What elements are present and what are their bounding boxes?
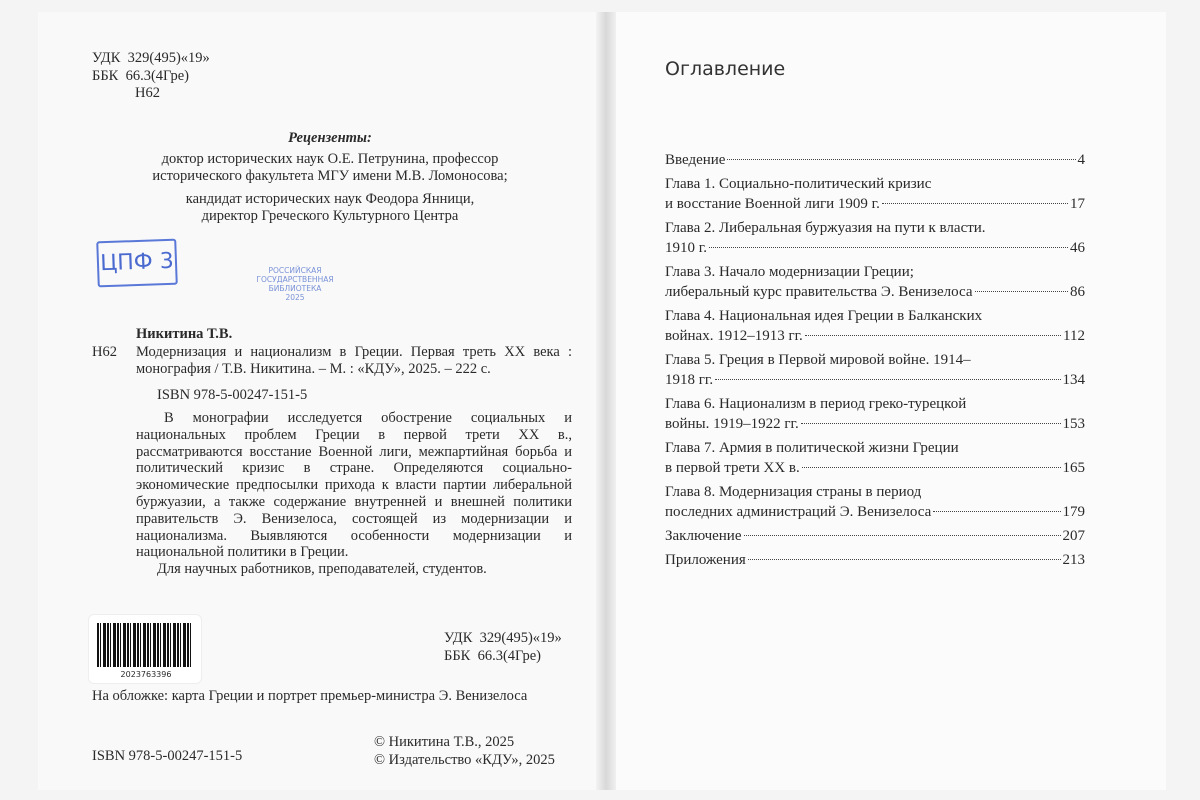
toc-entry: [665, 174, 1085, 214]
toc-entry: [665, 438, 1085, 478]
classification-top: [92, 50, 210, 103]
toc-page-number: 165: [1062, 460, 1085, 476]
toc-entry: [665, 482, 1085, 522]
toc-entry: [665, 218, 1085, 258]
toc-page-number: 4: [1077, 152, 1085, 168]
toc-page-number: 179: [1062, 504, 1085, 520]
toc-page-number: 134: [1062, 372, 1085, 388]
reviewers: [110, 130, 550, 226]
barcode-number: 2023763396: [120, 670, 172, 679]
toc-entry-title: Глава 7. Армия в политической жизни Греции: [665, 440, 959, 456]
toc-page-number: 46: [1070, 240, 1085, 256]
toc-entry-title: либеральный курс правительства Э. Венизелоса: [665, 284, 973, 300]
dot-leader: [727, 159, 1075, 160]
toc-entry-title: Глава 3. Начало модернизации Греции;: [665, 264, 914, 280]
toc-entry-title: Глава 4. Национальная идея Греции в Балканских: [665, 308, 983, 324]
dot-leader: [975, 291, 1069, 292]
toc-entry-title: Глава 6. Национализм в период греко-турецкой: [665, 396, 967, 412]
toc-entry-title: и восстание Военной лиги 1909 г.: [665, 196, 880, 212]
toc-entry-title: Заключение: [665, 528, 742, 544]
cover-note: На обложке: карта Греции и портрет премьер-министра Э. Венизелоса: [92, 688, 528, 704]
bbk-code: 66.3(4Гре): [125, 67, 190, 84]
toc-page-number: 207: [1062, 528, 1085, 544]
catalog-entry: [92, 326, 572, 579]
toc-page-number: 112: [1063, 328, 1085, 344]
toc-entry: [665, 306, 1085, 346]
toc-page-number: 17: [1070, 196, 1085, 212]
toc-entry-title: последних администраций Э. Венизелоса: [665, 504, 932, 520]
entry-description: Модернизация и национализм в Греции. Первая треть XX века : монография / Т.В. Никитина. – М. : «КДУ», 2025. – 222 с.: [136, 343, 572, 377]
udk-code: 329(495)«19»: [127, 50, 210, 66]
toc-entry-title: в первой трети XX в.: [665, 460, 800, 476]
toc-entry-title: 1918 гг.: [665, 372, 714, 388]
toc-entry-title: 1910 г.: [665, 240, 707, 256]
toc-entry-title: войнах. 1912–1913 гг.: [665, 328, 803, 344]
dot-leader: [744, 535, 1061, 536]
dot-leader: [801, 423, 1061, 424]
table-of-contents: [665, 150, 1085, 574]
audience: Для научных работников, преподавателей, студентов.: [157, 561, 487, 578]
toc-entry-title: Глава 1. Социально-политический кризис: [665, 176, 932, 192]
classification-bottom: УДК 329(495)«19» ББК 66.3(4Гре): [444, 630, 562, 664]
dot-leader: [933, 511, 1060, 512]
copyright: © Никитина Т.В., 2025 © Издательство «КДУ», 2025: [374, 734, 555, 768]
toc-entry: [665, 262, 1085, 302]
toc-title: Оглавление: [665, 58, 786, 80]
reviewer-2-affiliation: директор Греческого Культурного Центра: [201, 208, 459, 224]
library-code-stamp: ЦПФ 3: [96, 239, 178, 288]
isbn-bottom: ISBN 978-5-00247-151-5: [92, 748, 243, 764]
toc-entry: [665, 526, 1085, 546]
toc-entry-title: Глава 2. Либеральная буржуазия на пути к власти.: [665, 220, 986, 236]
entry-mark: Н62: [92, 344, 117, 360]
toc-entry: [665, 350, 1085, 390]
toc-entry-title: Глава 8. Модернизация страны в период: [665, 484, 922, 500]
reviewers-heading: Рецензенты:: [288, 130, 372, 146]
library-stamp: РОССИЙСКАЯ ГОСУДАРСТВЕННАЯ БИБЛИОТЕКА 2025: [256, 266, 334, 302]
book-gutter: [596, 12, 616, 790]
entry-isbn: ISBN 978-5-00247-151-5: [157, 386, 308, 403]
dot-leader: [802, 467, 1061, 468]
toc-entry-title: Глава 5. Греция в Первой мировой войне. 1914–: [665, 352, 971, 368]
toc-entry-title: Приложения: [665, 552, 746, 568]
toc-entry-title: войны. 1919–1922 гг.: [665, 416, 799, 432]
reviewer-1: доктор исторических наук О.Е. Петрунина, профессор: [161, 150, 499, 167]
barcode-label: [88, 614, 202, 684]
toc-page-number: 213: [1062, 552, 1085, 568]
author-mark: Н62: [135, 85, 160, 101]
abstract: В монографии исследуется обострение социальных и национальных проблем Греции в первой трети XX в., рассматриваются восстание Военной лиги, межпартийная борьба и политический кризис в стране. Определяются социально-экономические предпосылки прихода к власти партии либеральной буржуазии, а также содержание внутренней и внешней политики правительств Э. Венизелоса, состоящей из модернизации и национализма. Выявляются особенности модернизации и национальной политики в Греции.: [136, 410, 572, 561]
reviewer-1-affiliation: исторического факультета МГУ имени М.В. Ломоносова;: [152, 168, 508, 184]
toc-page-number: 86: [1070, 284, 1085, 300]
toc-page-number: 153: [1062, 416, 1085, 432]
dot-leader: [748, 559, 1061, 560]
toc-entry: [665, 150, 1085, 170]
dot-leader: [882, 203, 1068, 204]
toc-entry: [665, 394, 1085, 434]
dot-leader: [709, 247, 1068, 248]
reviewer-2: кандидат исторических наук Феодора Янници,: [185, 190, 475, 207]
bbk-label: ББК: [92, 67, 119, 84]
entry-author: Никитина Т.В.: [136, 326, 233, 342]
toc-entry: [665, 550, 1085, 570]
barcode: [97, 623, 193, 667]
toc-entry-title: Введение: [665, 152, 726, 168]
dot-leader: [805, 335, 1061, 336]
dot-leader: [715, 379, 1060, 380]
udk-label: УДК: [92, 50, 121, 66]
